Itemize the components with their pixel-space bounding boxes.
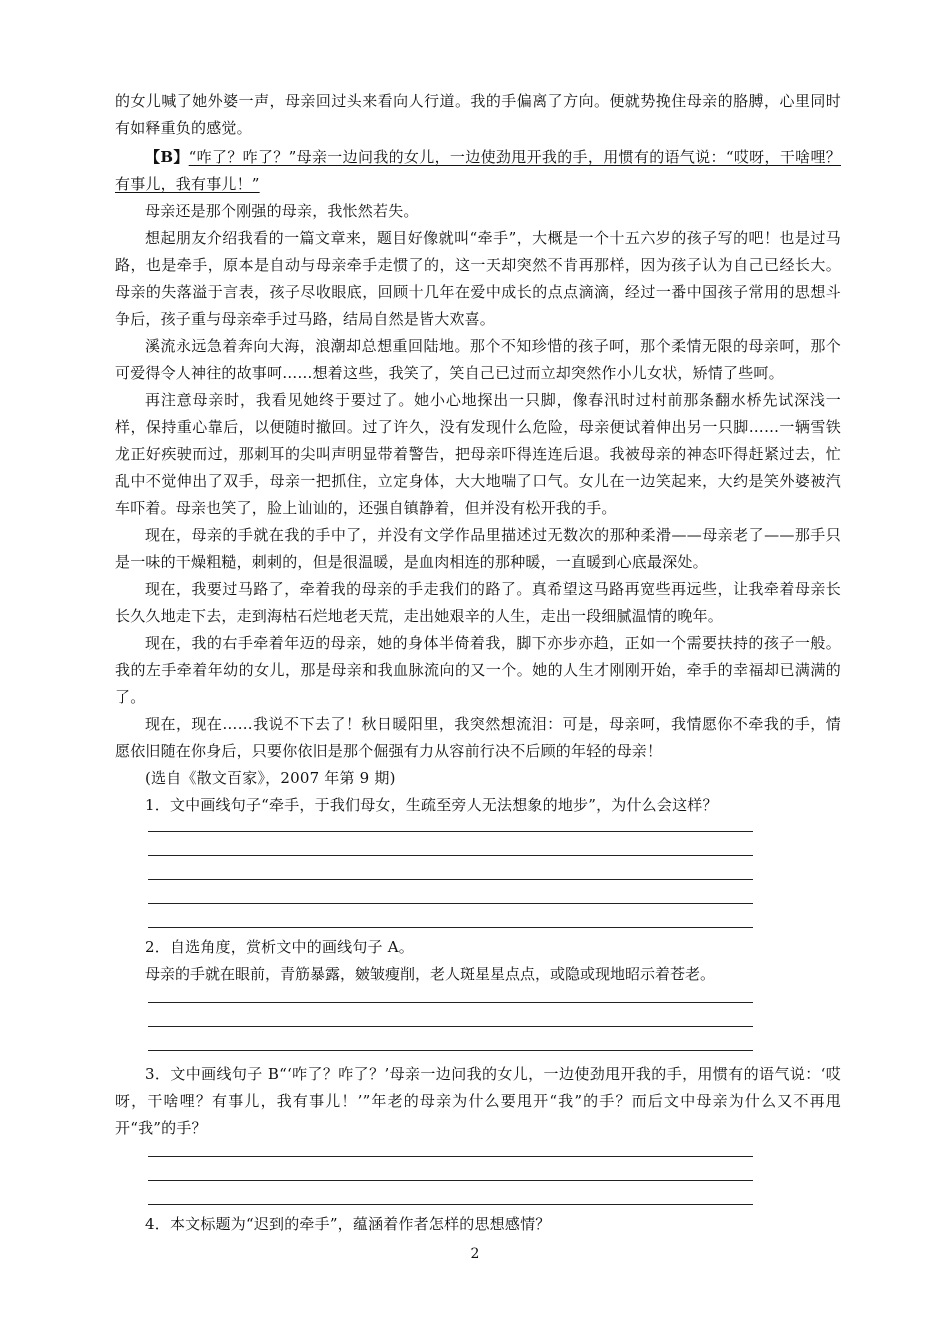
answer-lines-1 (115, 831, 841, 928)
answer-line (148, 1156, 753, 1157)
answer-line (148, 1026, 753, 1027)
paragraph-8: 现在，我的右手牵着年迈的母亲，她的身体半倚着我，脚下亦步亦趋，正如一个需要扶持的孩子一般。我的左手牵着年幼的女儿，那是母亲和我血脉流向的又一个。她的人生才刚刚开始，牵手的幸福却已满满的了。 (115, 634, 841, 706)
answer-line (148, 855, 753, 856)
paragraph-6: 现在，母亲的手就在我的手中了，并没有文学作品里描述过无数次的那种柔滑——母亲老了——那手只是一味的干燥粗糙，刺刺的，但是很温暖，是血肉相连的那种暖，一直暖到心底最深处。 (115, 526, 841, 571)
paragraph-b (115, 144, 841, 198)
underlined-sentence-b: “咋了？咋了？”母亲一边问我的女儿，一边使劲甩开我的手，用惯有的语气说：“哎呀，干啥哩？有事儿，我有事儿！” (115, 148, 842, 193)
answer-line (148, 1204, 753, 1205)
question-4: 4．本文标题为“迟到的牵手”，蕴涵着作者怎样的思想感情？ (145, 1215, 551, 1233)
source-citation: (选自《散文百家》，2007 年第 9 期) (145, 769, 396, 787)
answer-line (148, 927, 753, 928)
page-number: 2 (470, 1246, 480, 1262)
paragraph-7: 现在，我要过马路了，牵着我的母亲的手走我们的路了。真希望这马路再宽些再远些，让我牵着母亲长长久久地走下去，走到海枯石烂地老天荒，走出她艰辛的人生，走出一段细腻温情的晚年。 (115, 580, 841, 625)
paragraph-5: 再注意母亲时，我看见她终于要过了。她小心地探出一只脚，像春汛时过村前那条翻水桥先试深浅一样，保持重心靠后，以便随时撤回。过了许久，没有发现什么危险，母亲便试着伸出另一只脚……一辆雪铁龙正好疾驶而过，那刺耳的尖叫声明显带着警告，把母亲吓得连连后退。我被母亲的神态吓得赶紧过去，忙乱中不觉伸出了双手，母亲一把抓住，立定身体，大大地喘了口气。女儿在一边笑起来，大约是笑外婆被汽车吓着。母亲也笑了，脸上讪讪的，还强自镇静着，但并没有松开我的手。 (115, 391, 841, 517)
question-2-sentence-a: 母亲的手就在眼前，青筋暴露，皴皱瘦削，老人斑星星点点，或隐或现地昭示着苍老。 (145, 965, 716, 983)
answer-line (148, 1002, 753, 1003)
answer-lines-2 (115, 1002, 841, 1051)
answer-line (148, 1050, 753, 1051)
question-3: 3．文中画线句子 B“‘咋了？咋了？’母亲一边问我的女儿，一边使劲甩开我的手，用惯有的语气说：‘哎呀，干啥哩？有事儿，我有事儿！’”年老的母亲为什么要甩开“我”的手？而后文中母亲为什么又不再甩开“我”的手？ (115, 1065, 841, 1137)
document-content (115, 88, 841, 1238)
question-1: 1．文中画线句子“牵手，于我们母女，生疏至旁人无法想象的地步”，为什么会这样？ (145, 796, 718, 814)
paragraph-2: 母亲还是那个刚强的母亲，我怅然若失。 (145, 202, 419, 220)
paragraph-4: 溪流永远急着奔向大海，浪潮却总想重回陆地。那个不知珍惜的孩子呵，那个柔情无限的母亲呵，那个可爱得令人神往的故事呵……想着这些，我笑了，笑自己已过而立却突然作小儿女状，矫情了些呵。 (115, 337, 841, 382)
answer-lines-3 (115, 1156, 841, 1205)
paragraph-1: 的女儿喊了她外婆一声，母亲回过头来看向人行道。我的手偏离了方向。便就势挽住母亲的胳膊，心里同时有如释重负的感觉。 (115, 92, 841, 137)
question-2: 2．自选角度，赏析文中的画线句子 A。 (145, 938, 414, 956)
sentence-b-label: 【B】 (145, 148, 189, 166)
paragraph-9: 现在，现在……我说不下去了！秋日暖阳里，我突然想流泪：可是，母亲呵，我情愿你不牵我的手，情愿依旧随在你身后，只要你依旧是那个倔强有力从容前行决不后顾的年轻的母亲！ (115, 715, 841, 760)
answer-line (148, 903, 753, 904)
answer-line (148, 831, 753, 832)
paragraph-3: 想起朋友介绍我看的一篇文章来，题目好像就叫“牵手”，大概是一个十五六岁的孩子写的吧！也是过马路，也是牵手，原本是自动与母亲牵手走惯了的，这一天却突然不肯再那样，因为孩子认为自己已经长大。母亲的失落溢于言表，孩子尽收眼底，回顾十几年在爱中成长的点点滴滴，经过一番中国孩子常用的思想斗争后，孩子重与母亲牵手过马路，结局自然是皆大欢喜。 (115, 229, 841, 328)
answer-line (148, 1180, 753, 1181)
answer-line (148, 879, 753, 880)
